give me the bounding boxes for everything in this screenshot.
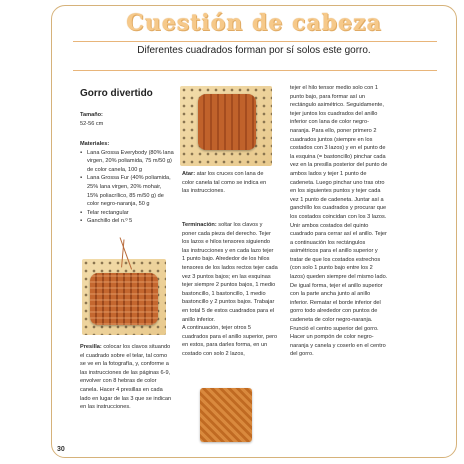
crochet-square bbox=[200, 388, 252, 442]
title-divider bbox=[73, 41, 437, 42]
loom-photo bbox=[80, 237, 172, 337]
size-label: Tamaño: bbox=[80, 112, 103, 118]
material-item: ▪ Lana Grossa Everybody (80% lana virgen, 20% poliamida, 75 m/50 g) de color canela, 100 g bbox=[80, 149, 174, 175]
materials-label: Materiales: bbox=[80, 141, 110, 147]
size-block bbox=[80, 111, 172, 128]
column3-text: tejer el hilo tensor medio solo con 1 punto bajo, para formar así un rectángulo asimétrico. Seguidamente, tejer juntos los cuadrados del anillo inferior con lana de color negro-naranja. Para ello, poner primero 2 cuadrados juntos (siempre en los costados con 3 lazos) y en el punto de la esquina (= bastoncillo) pinchar cada vez en la presilla posterior del punto de ambos lados y tejer 1 punto de cadeneta. Luego pinchar uno tras otro en los siguientes puntos y tejer cada vez 1 punto de cadeneta. Juntar así a ganchillo los cuadrados y procurar que los costados coincidan con los 3 lazos. Unir ambos costados del quinto cuadrado para cerrar así el anillo. Tejer a continuación los rectángulos asimétricos para el anillo superior y tratar de que los costados estrechos (con solo 1 punto bajo entre los 2 lazos) queden siempre del mismo lado. De igual forma, tejer el anillo superior con la parte ancha junto al anillo inferior. Rematar el borde inferior del gorro todo alrededor con puntos de cadeneta de color negro-naranja. Frunció el centro superior del gorro. Hacer un pompón de color negro-naranja y canela y coserlo en el centro del gorro. bbox=[290, 85, 388, 358]
caption-atar-label: Atar: bbox=[182, 171, 196, 177]
knot-photo bbox=[180, 86, 278, 166]
yarn-square bbox=[90, 273, 158, 325]
size-value: 52-56 cm bbox=[80, 120, 104, 127]
material-item: ▪ Lana Grossa Fur (40% poliamida, 25% lana virgen, 20% mohair, 15% poliacrílico, 85 m/50 g) de color negro-naranja, 50 g bbox=[80, 174, 174, 208]
caption-atar-text: atar los cruces con lana de color canela tal como se indica en las instrucciones. bbox=[182, 171, 267, 195]
caption-presilla-text: colocar los clavos situando el cuadrado sobre el telar, tal como se ve en la fotografía, y, conforme a las instrucciones de las páginas 6-9, envolver con 8 hebras de color canela. Hacer 4 presillas en cada lado en lugar de las 3 que se indican en las instrucciones. bbox=[80, 344, 172, 411]
page-number: 30 bbox=[57, 446, 65, 453]
caption-atar bbox=[182, 170, 274, 196]
caption-presilla bbox=[80, 343, 174, 412]
terminacion-label: Terminación: bbox=[182, 222, 217, 228]
materials-list bbox=[80, 149, 174, 226]
terminacion-block bbox=[182, 221, 278, 359]
page-title: Cuestión de cabeza bbox=[126, 10, 382, 36]
material-item: ▪ Telar rectangular bbox=[80, 209, 174, 218]
section-title: Gorro divertido bbox=[80, 88, 153, 99]
caption-presilla-label: Presilla: bbox=[80, 344, 102, 350]
material-item: ▪ Ganchillo del n.º 5 bbox=[80, 217, 174, 226]
page-subtitle: Diferentes cuadrados forman por sí solos este gorro. bbox=[137, 45, 371, 56]
continuation-text: A continuación, tejer otros 5 cuadrados para el anillo superior, pero en estos, para darles forma, en un costado con solo 2 lazos, bbox=[182, 325, 278, 357]
crochet-square-photo bbox=[200, 388, 254, 444]
terminacion-text: soltar los clavos y poner cada pieza del derecho. Tejer los lazos e hilos tensores siguiendo las instrucciones y en cada lazo tejer 1 punto bajo. Alrededor de los hilos tensores de los lados rectos tejer cada vez 3 puntos bajos; en las esquinas tejer siempre 2 puntos bajos, 1 medio bastoncillo, 1 bastoncillo, 1 medio bastoncillo y 2 puntos bajos. Trabajar en total 5 de estos cuadrados para el anillo inferior. bbox=[182, 222, 278, 323]
yarn-square bbox=[198, 94, 256, 150]
subtitle-divider bbox=[73, 70, 437, 71]
materials-block bbox=[80, 140, 174, 226]
